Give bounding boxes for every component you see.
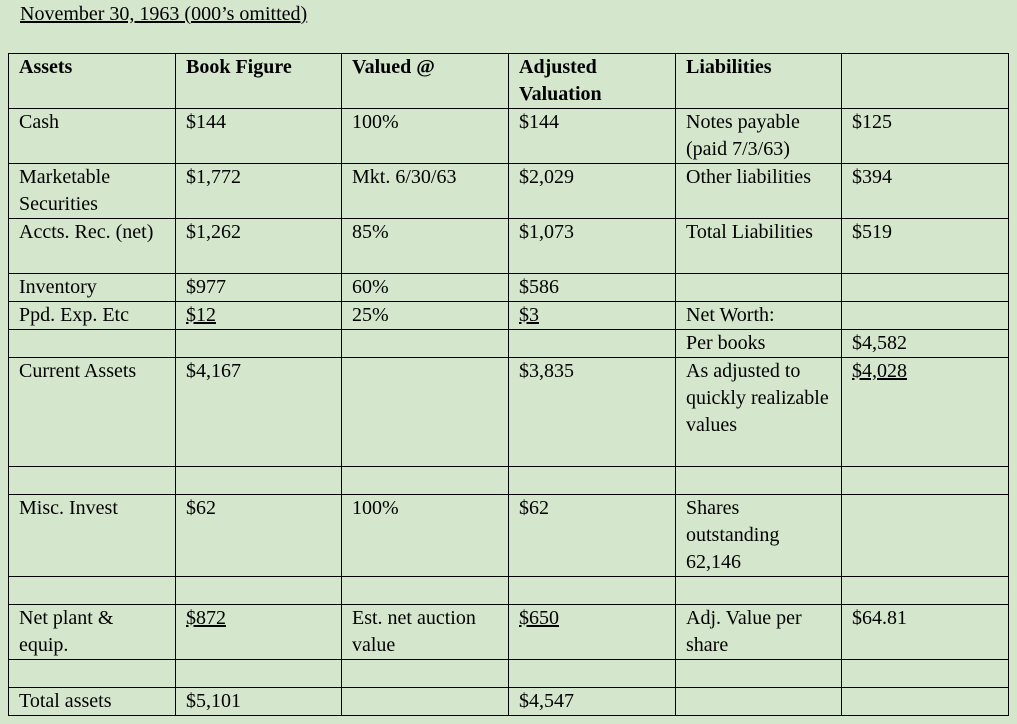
cell-liabilities-amount [842,660,1009,688]
header-book-figure: Book Figure [176,54,342,109]
cell-adjusted-valuation: $2,029 [509,164,676,219]
cell-assets [9,577,176,605]
cell-liabilities: Per books [676,330,842,358]
cell-valued-at: 85% [342,219,509,274]
cell-assets: Cash [9,109,176,164]
table-row [9,358,1009,467]
cell-liabilities-amount [842,274,1009,302]
cell-assets: Net plant & equip. [9,605,176,660]
cell-valued-at [342,358,509,467]
cell-valued-at [342,330,509,358]
header-liabilities-amount [842,54,1009,109]
cell-valued-at: 60% [342,274,509,302]
cell-adjusted-valuation [509,330,676,358]
cell-liabilities-amount: $4,582 [842,330,1009,358]
table-row [9,577,1009,605]
cell-valued-at: 100% [342,109,509,164]
table-row [9,109,1009,164]
cell-adjusted-valuation [509,605,676,660]
cell-assets: Total assets [9,688,176,716]
cell-valued-at [342,467,509,495]
cell-book-figure [176,467,342,495]
cell-liabilities [676,467,842,495]
header-adjusted-valuation: Adjusted Valuation [509,54,676,109]
cell-liabilities-amount [842,467,1009,495]
cell-liabilities: Net Worth: [676,302,842,330]
cell-adjusted-valuation: $3,835 [509,358,676,467]
cell-assets [9,467,176,495]
table-row [9,330,1009,358]
cell-adjusted-valuation [509,660,676,688]
cell-book-figure [176,605,342,660]
header-assets: Assets [9,54,176,109]
header-valued-at: Valued @ [342,54,509,109]
cell-book-figure: $1,262 [176,219,342,274]
cell-valued-at: Mkt. 6/30/63 [342,164,509,219]
cell-adjusted-valuation: $4,547 [509,688,676,716]
cell-liabilities [676,660,842,688]
cell-book-figure: $144 [176,109,342,164]
table-row [9,605,1009,660]
cell-liabilities [676,274,842,302]
cell-liabilities-amount: $125 [842,109,1009,164]
cell-valued-at [342,688,509,716]
cell-adjusted-valuation: $1,073 [509,219,676,274]
cell-liabilities-amount [842,358,1009,467]
underlined-value: $4,028 [852,360,907,382]
cell-valued-at: 100% [342,495,509,577]
cell-assets: Accts. Rec. (net) [9,219,176,274]
header-liabilities: Liabilities [676,54,842,109]
cell-liabilities: Adj. Value per share [676,605,842,660]
cell-assets [9,660,176,688]
cell-valued-at: Est. net auction value [342,605,509,660]
cell-assets: Marketable Securities [9,164,176,219]
cell-book-figure: $977 [176,274,342,302]
table-row [9,660,1009,688]
cell-adjusted-valuation: $144 [509,109,676,164]
cell-liabilities [676,688,842,716]
cell-liabilities-amount [842,495,1009,577]
cell-valued-at: 25% [342,302,509,330]
cell-book-figure: $62 [176,495,342,577]
cell-liabilities: Shares outstanding 62,146 [676,495,842,577]
cell-valued-at [342,660,509,688]
header-row [9,54,1009,109]
cell-assets: Inventory [9,274,176,302]
table-caption: November 30, 1963 (000’s omitted) [20,3,308,25]
cell-assets [9,330,176,358]
cell-liabilities: Total Liabilities [676,219,842,274]
cell-book-figure [176,330,342,358]
underlined-value: $872 [186,607,226,629]
table-row [9,274,1009,302]
cell-liabilities-amount: $64.81 [842,605,1009,660]
cell-liabilities: Other liabilities [676,164,842,219]
cell-adjusted-valuation [509,467,676,495]
cell-liabilities-amount: $519 [842,219,1009,274]
cell-valued-at [342,577,509,605]
cell-book-figure: $1,772 [176,164,342,219]
cell-liabilities-amount [842,577,1009,605]
cell-liabilities [676,577,842,605]
underlined-value: $12 [186,304,216,326]
cell-book-figure: $4,167 [176,358,342,467]
cell-book-figure: $5,101 [176,688,342,716]
cell-liabilities-amount [842,302,1009,330]
table-row [9,495,1009,577]
cell-liabilities-amount: $394 [842,164,1009,219]
table-row [9,302,1009,330]
underlined-value: $3 [519,304,539,326]
table-row [9,688,1009,716]
cell-book-figure [176,660,342,688]
cell-liabilities-amount [842,688,1009,716]
cell-adjusted-valuation: $586 [509,274,676,302]
cell-adjusted-valuation [509,577,676,605]
cell-book-figure [176,577,342,605]
cell-liabilities: As adjusted to quickly realizable values [676,358,842,467]
cell-book-figure [176,302,342,330]
cell-assets: Ppd. Exp. Etc [9,302,176,330]
table-row [9,219,1009,274]
balance-sheet-table [8,53,1009,716]
cell-liabilities: Notes payable (paid 7/3/63) [676,109,842,164]
cell-adjusted-valuation: $62 [509,495,676,577]
cell-assets: Current Assets [9,358,176,467]
cell-adjusted-valuation [509,302,676,330]
table-row [9,164,1009,219]
cell-assets: Misc. Invest [9,495,176,577]
underlined-value: $650 [519,607,559,629]
table-row [9,467,1009,495]
